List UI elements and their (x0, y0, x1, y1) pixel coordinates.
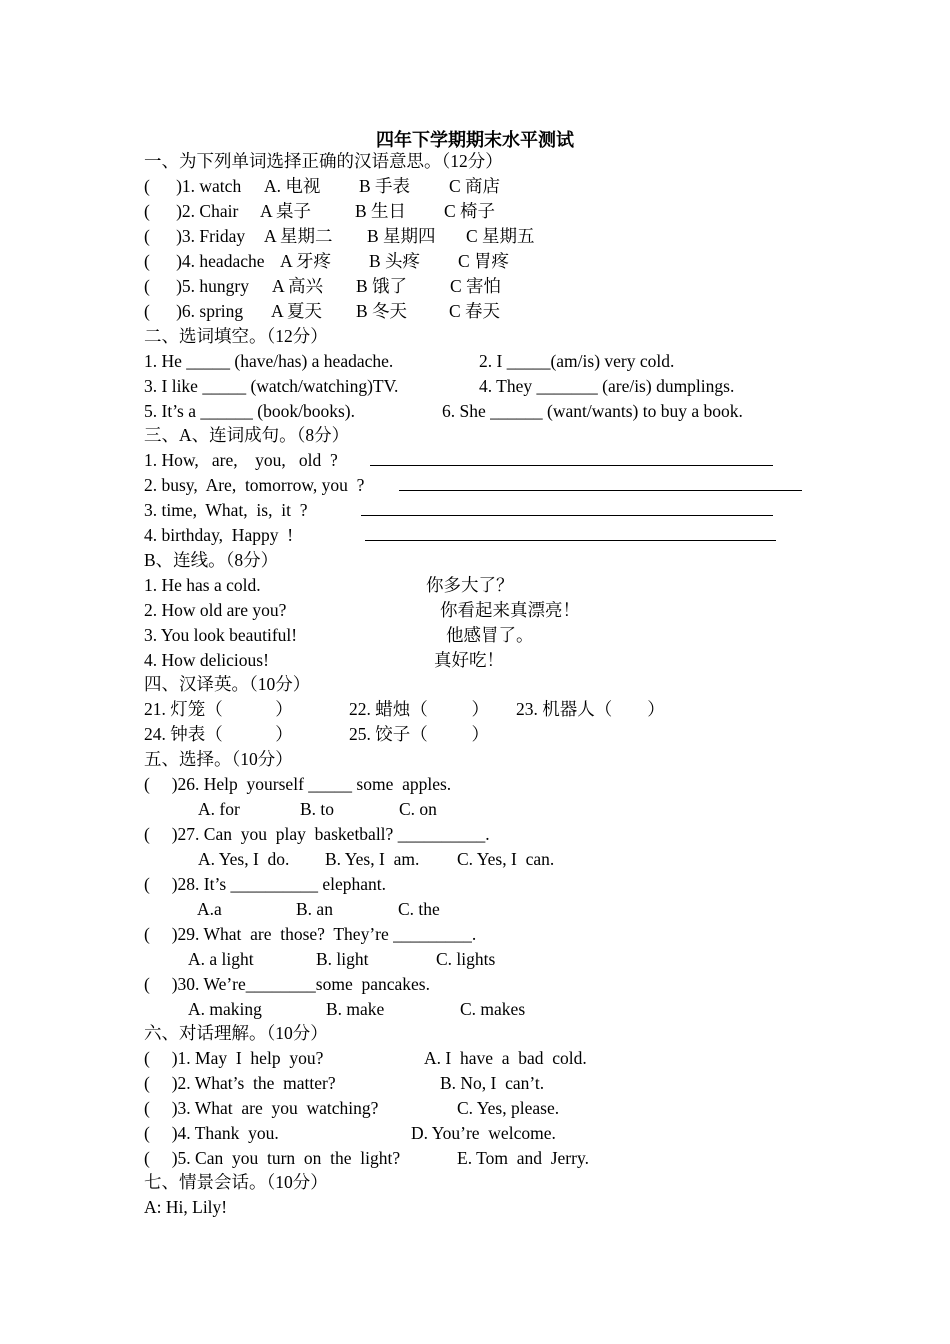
line-text: B. an (296, 899, 333, 919)
line-text: 4. They _______ (are/is) dumplings. (479, 376, 735, 396)
line-text: B、连线。（8分） (144, 550, 279, 570)
line-text: A 夏天 (271, 301, 323, 321)
line-text: C. lights (436, 949, 496, 969)
document-title: 四年下学期期末水平测试 (376, 130, 574, 150)
line-text: 21. 灯笼（ ） (144, 699, 293, 719)
line-text: A 星期二 (264, 226, 333, 246)
line-text: 6. She ______ (want/wants) to buy a book. (442, 401, 743, 421)
line-text: ( )29. What are those? They’re _________. (144, 924, 477, 944)
line-text: 25. 饺子（ ） (349, 724, 489, 744)
line-text: A. a light (188, 949, 254, 969)
line-text: B. Yes, I am. (325, 849, 420, 869)
line-text: ( )1. May I help you? (144, 1048, 324, 1068)
line-text: ( )3. Friday (144, 226, 246, 246)
line-text: 四、汉译英。（10分） (144, 674, 311, 694)
line-text: A. for (198, 799, 240, 819)
line-text: 七、情景会话。（10分） (144, 1172, 328, 1192)
line-text: ( )26. Help yourself _____ some apples. (144, 774, 452, 794)
line-text: C. Yes, I can. (457, 849, 555, 869)
line-text: E. Tom and Jerry. (457, 1148, 589, 1168)
line-text: C 商店 (449, 176, 501, 196)
line-text: D. You’re welcome. (411, 1123, 556, 1143)
line-text: C 胃疼 (458, 251, 510, 271)
line-text: 一、为下列单词选择正确的汉语意思。（12分） (144, 151, 503, 171)
line-text: A: Hi, Lily! (144, 1197, 228, 1217)
line-text: 你多大了？ (426, 575, 514, 595)
line-text: ( )5. hungry (144, 276, 249, 296)
line-text: A. Yes, I do. (198, 849, 290, 869)
line-text: A. 电视 (264, 176, 321, 196)
line-text: B 星期四 (367, 226, 436, 246)
line-text: 4. birthday, Happy ! (144, 525, 294, 545)
line-text: C 害怕 (450, 276, 502, 296)
line-text: ( )2. What’s the matter? (144, 1073, 336, 1093)
line-text: B 冬天 (356, 301, 408, 321)
line-text: B 手表 (359, 176, 411, 196)
line-text: 24. 钟表（ ） (144, 724, 293, 744)
line-text: C. the (398, 899, 440, 919)
line-text: 2. I _____(am/is) very cold. (479, 351, 675, 371)
line-text: C 椅子 (444, 201, 496, 221)
line-text: 六、对话理解。（10分） (144, 1023, 328, 1043)
line-text: 3. time, What, is, it ? (144, 500, 308, 520)
line-text: ( )2. Chair (144, 201, 239, 221)
line-text: A. I have a bad cold. (424, 1048, 587, 1068)
line-text: C. makes (460, 999, 526, 1019)
line-text: ( )27. Can you play basketball? __________. (144, 824, 490, 844)
line-text: A 牙疼 (280, 251, 332, 271)
line-text: ( )6. spring (144, 301, 244, 321)
line-text: 4. How delicious! (144, 650, 269, 670)
line-text: A 桌子 (260, 201, 312, 221)
line-text: ( )30. We’re________some pancakes. (144, 974, 430, 994)
line-text: B. make (326, 999, 385, 1019)
line-text: 2. How old are you? (144, 600, 287, 620)
line-text: 1. He _____ (have/has) a headache. (144, 351, 394, 371)
line-text: ( )1. watch (144, 176, 242, 196)
line-text: 23. 机器人（ ） (516, 699, 665, 719)
line-text: 5. It’s a ______ (book/books). (144, 401, 355, 421)
line-text: ( )3. What are you watching? (144, 1098, 379, 1118)
line-text: C. Yes, please. (457, 1098, 560, 1118)
line-text: ( )5. Can you turn on the light? (144, 1148, 401, 1168)
line-text: ( )4. headache (144, 251, 265, 271)
line-text: C 星期五 (466, 226, 535, 246)
line-text: 3. I like _____ (watch/watching)TV. (144, 376, 399, 396)
line-text: 3. You look beautiful! (144, 625, 298, 645)
line-text: 你看起来真漂亮！ (440, 600, 580, 620)
line-text: 1. He has a cold. (144, 575, 261, 595)
line-text: 22. 蜡烛（ ） (349, 699, 489, 719)
line-text: B. No, I can’t. (440, 1073, 545, 1093)
line-text: A 高兴 (272, 276, 324, 296)
line-text: 二、选词填空。（12分） (144, 326, 328, 346)
line-text: C. on (399, 799, 437, 819)
line-text: 2. busy, Are, tomorrow, you ? (144, 475, 365, 495)
line-text: ( )4. Thank you. (144, 1123, 279, 1143)
line-text: B 生日 (355, 201, 407, 221)
line-text: 他感冒了。 (446, 625, 534, 645)
line-text: B 头疼 (369, 251, 421, 271)
line-text: A.a (197, 899, 222, 919)
answer-line[interactable] (370, 465, 773, 466)
line-text: 三、A、连词成句。（8分） (144, 425, 350, 445)
line-text: 真好吃！ (434, 650, 504, 670)
line-text: C 春天 (449, 301, 501, 321)
line-text: B. light (316, 949, 369, 969)
line-text: A. making (188, 999, 262, 1019)
answer-line[interactable] (361, 515, 773, 516)
line-text: B. to (300, 799, 335, 819)
line-text: B 饿了 (356, 276, 408, 296)
line-text: 1. How, are, you, old ? (144, 450, 338, 470)
line-text: ( )28. It’s __________ elephant. (144, 874, 387, 894)
line-text: 五、选择。（10分） (144, 749, 293, 769)
answer-line[interactable] (399, 490, 802, 491)
answer-line[interactable] (365, 540, 776, 541)
